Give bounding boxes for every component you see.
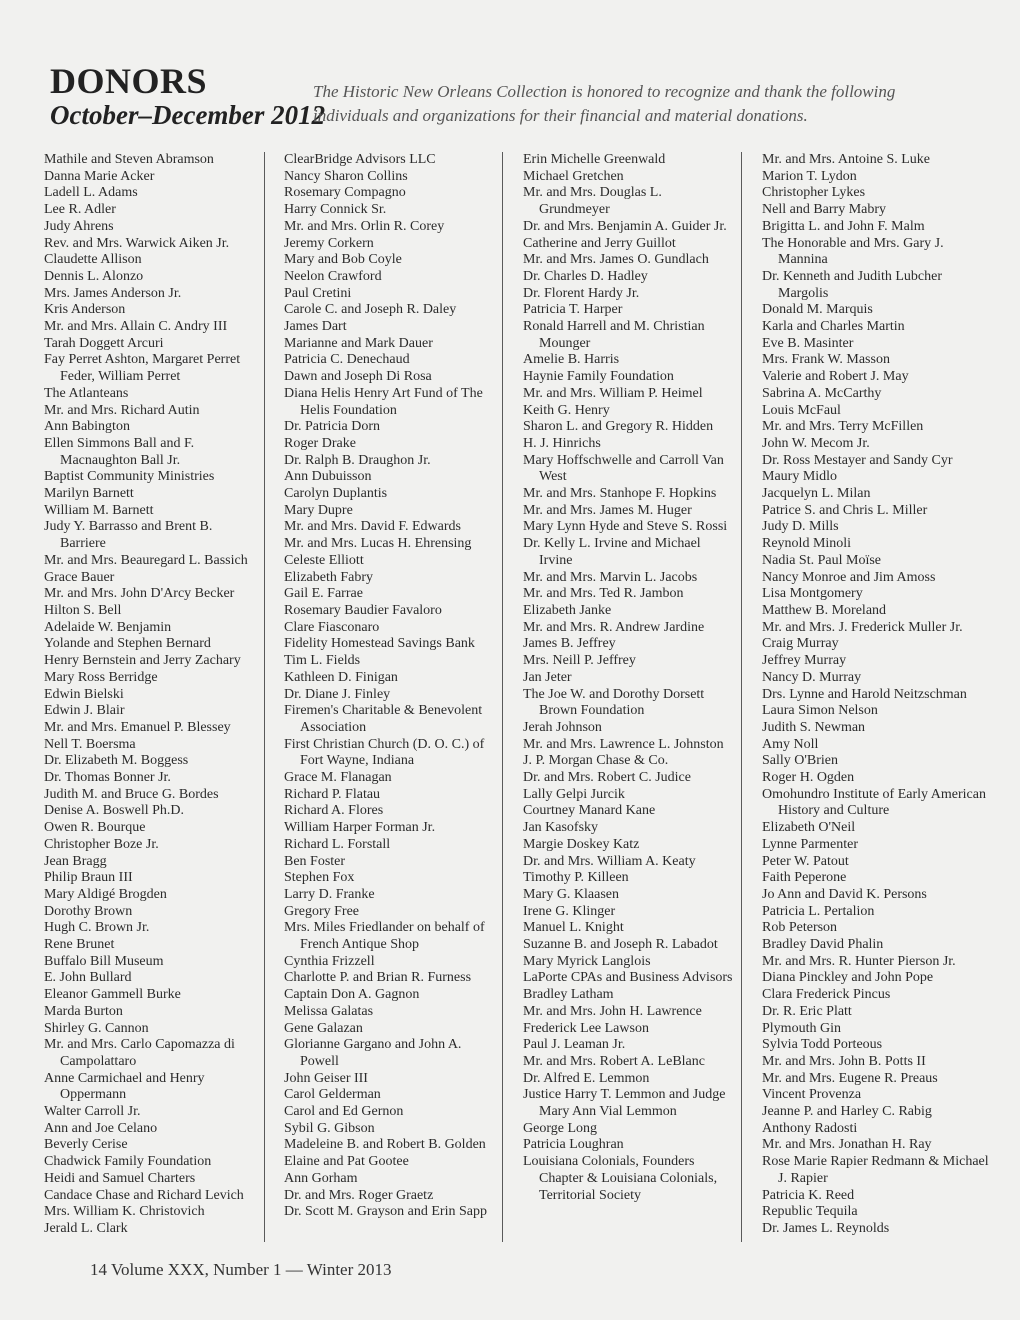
donor-entry: Valerie and Robert J. May: [762, 369, 909, 385]
donor-column-4: [762, 152, 992, 1238]
donor-entry: Mr. and Mrs. J. Frederick Muller Jr.: [762, 619, 963, 635]
donor-entry: Rosemary Compagno: [284, 185, 406, 201]
donor-entry: Dr. Charles D. Hadley: [523, 268, 648, 284]
donor-entry: Mr. and Mrs. James M. Huger: [523, 502, 692, 518]
donor-entry: Owen R. Bourque: [44, 820, 146, 836]
donor-entry: Mr. and Mrs. Orlin R. Corey: [284, 218, 445, 234]
donor-entry: Carolyn Duplantis: [284, 486, 388, 502]
donor-entry: Neelon Crawford: [284, 268, 382, 284]
donor-entry: Patricia C. Denechaud: [284, 352, 410, 368]
donor-entry: Brigitta L. and John F. Malm: [762, 218, 925, 234]
donor-entry: Marianne and Mark Dauer: [284, 335, 433, 351]
donor-entry: Dr. Kelly L. Irvine and Michael Irvine: [523, 536, 701, 568]
donor-entry: Dr. Kenneth and Judith Lubcher Margolis: [762, 268, 943, 301]
donor-entry: Fidelity Homestead Savings Bank: [284, 636, 475, 652]
donor-entry: Gene Galazan: [284, 1020, 363, 1036]
donor-entry: Catherine and Jerry Guillot: [523, 235, 676, 251]
donor-entry: Republic Tequila: [762, 1204, 858, 1220]
donor-entry: Mr. and Mrs. Ted R. Jambon: [523, 586, 684, 602]
donor-entry: Rene Brunet: [44, 937, 115, 953]
donor-entry: Dr. Diane J. Finley: [284, 686, 391, 702]
donor-entry: Dr. and Mrs. Benjamin A. Guider Jr.: [523, 218, 727, 234]
donor-entry: Dr. Thomas Bonner Jr.: [44, 770, 171, 786]
donor-entry: Mr. and Mrs. David F. Edwards: [284, 519, 461, 535]
donor-entry: Jan Kasofsky: [523, 820, 599, 836]
donor-column-3: [523, 152, 733, 1204]
donor-entry: Frederick Lee Lawson: [523, 1020, 649, 1036]
donor-entry: Ellen Simmons Ball and F. Macnaughton Ball Jr.: [44, 435, 195, 468]
donor-entry: Cynthia Frizzell: [284, 953, 375, 969]
donor-entry: Vincent Provenza: [762, 1087, 862, 1103]
donor-entry: Edwin J. Blair: [44, 703, 125, 719]
donor-entry: Mrs. Miles Friedlander on behalf of French Antique Shop: [284, 920, 485, 953]
donor-entry: Christopher Lykes: [762, 185, 866, 201]
donor-entry: Carole C. and Joseph R. Daley: [284, 302, 457, 318]
donor-entry: Patricia L. Pertalion: [762, 903, 875, 919]
donor-entry: Judy Ahrens: [44, 218, 114, 234]
donor-entry: Gail E. Farrae: [284, 586, 363, 602]
donor-entry: James B. Jeffrey: [523, 636, 616, 652]
donor-entry: Bradley Latham: [523, 987, 614, 1003]
donor-entry: Sylvia Todd Porteous: [762, 1037, 883, 1053]
donor-entry: Ann and Joe Celano: [44, 1120, 158, 1136]
donor-entry: William M. Barnett: [44, 502, 154, 518]
donor-entry: Mr. and Mrs. Lucas H. Ehrensing: [284, 536, 472, 552]
donor-entry: Bradley David Phalin: [762, 937, 884, 953]
donor-entry: H. J. Hinrichs: [523, 435, 601, 451]
donor-entry: Lally Gelpi Jurcik: [523, 786, 625, 802]
donor-entry: Plymouth Gin: [762, 1020, 841, 1036]
donor-entry: Dennis L. Alonzo: [44, 268, 144, 284]
donor-entry: Mr. and Mrs. Carlo Capomazza di Campolattaro: [44, 1037, 235, 1069]
donor-entry: LaPorte CPAs and Business Advisors: [523, 970, 733, 986]
donor-entry: Mr. and Mrs. Jonathan H. Ray: [762, 1137, 932, 1153]
donor-entry: Hilton S. Bell: [44, 602, 122, 618]
donor-entry: Jerah Johnson: [523, 719, 602, 735]
donor-entry: Nancy D. Murray: [762, 669, 862, 685]
donor-entry: Mary Myrick Langlois: [523, 953, 651, 969]
donor-entry: Jerald L. Clark: [44, 1221, 128, 1236]
donor-entry: Timothy P. Killeen: [523, 870, 629, 886]
donor-column-2: [284, 152, 494, 1221]
donor-entry: Philip Braun III: [44, 870, 133, 886]
donor-entry: Charlotte P. and Brian R. Furness: [284, 970, 472, 986]
donor-entry: Patricia K. Reed: [762, 1187, 855, 1203]
donor-entry: Amy Noll: [762, 736, 819, 752]
donor-entry: Mathile and Steven Abramson: [44, 152, 214, 167]
donor-entry: Mr. and Mrs. John B. Potts II: [762, 1053, 926, 1069]
donor-entry: Irene G. Klinger: [523, 903, 616, 919]
donor-entry: E. John Bullard: [44, 970, 132, 986]
donor-entry: Dr. and Mrs. William A. Keaty: [523, 853, 696, 869]
donor-entry: Madeleine B. and Robert B. Golden: [284, 1137, 486, 1153]
donor-entry: Ben Foster: [284, 853, 346, 869]
donor-entry: Mrs. James Anderson Jr.: [44, 285, 182, 301]
donor-entry: Roger H. Ogden: [762, 770, 855, 786]
donor-entry: Dr. Elizabeth M. Boggess: [44, 753, 189, 769]
donor-entry: Erin Michelle Greenwald: [523, 152, 666, 167]
donor-entry: John Geiser III: [284, 1070, 368, 1086]
donor-column-1: [44, 152, 254, 1238]
donor-entry: The Joe W. and Dorothy Dorsett Brown Foundation: [523, 686, 705, 719]
donor-entry: Clara Frederick Pincus: [762, 987, 891, 1003]
donor-entry: Amelie B. Harris: [523, 352, 620, 368]
donor-entry: Rev. and Mrs. Warwick Aiken Jr.: [44, 235, 230, 251]
donor-entry: Anne Carmichael and Henry Oppermann: [44, 1070, 205, 1103]
donor-entry: Baptist Community Ministries: [44, 469, 215, 485]
donor-entry: Claudette Allison: [44, 252, 142, 268]
donor-entry: Patrice S. and Chris L. Miller: [762, 502, 928, 518]
donor-entry: Sharon L. and Gregory R. Hidden: [523, 419, 714, 435]
donor-entry: Mary and Bob Coyle: [284, 252, 402, 268]
donor-entry: Elaine and Pat Gootee: [284, 1154, 409, 1170]
donor-entry: Mr. and Mrs. Robert A. LeBlanc: [523, 1053, 705, 1069]
donor-entry: Lynne Parmenter: [762, 836, 859, 852]
donor-entry: Mr. and Mrs. William P. Heimel: [523, 385, 703, 401]
donor-entry: Dr. Alfred E. Lemmon: [523, 1070, 650, 1086]
column-divider: [502, 152, 503, 1242]
donor-entry: Ann Gorham: [284, 1170, 358, 1186]
donor-entry: Dawn and Joseph Di Rosa: [284, 369, 432, 385]
donor-entry: Dorothy Brown: [44, 903, 133, 919]
donor-entry: Nancy Monroe and Jim Amoss: [762, 569, 936, 585]
donor-entry: Diana Pinckley and John Pope: [762, 970, 934, 986]
donor-entry: First Christian Church (D. O. C.) of Fort Wayne, Indiana: [284, 736, 485, 769]
donor-entry: Eve B. Masinter: [762, 335, 854, 351]
donor-entry: Ladell L. Adams: [44, 185, 138, 201]
donor-entry: Patricia T. Harper: [523, 302, 623, 318]
donor-entry: Margie Doskey Katz: [523, 836, 640, 852]
column-divider: [264, 152, 265, 1242]
donor-entry: Judy Y. Barrasso and Brent B. Barriere: [44, 519, 213, 552]
donor-entry: Louis McFaul: [762, 402, 841, 418]
donor-entry: Courtney Manard Kane: [523, 803, 656, 819]
donor-entry: James Dart: [284, 319, 347, 335]
donor-entry: Henry Bernstein and Jerry Zachary: [44, 653, 241, 669]
donor-entry: Paul Cretini: [284, 285, 352, 301]
donor-entry: Jean Bragg: [44, 853, 107, 869]
donor-entry: Grace Bauer: [44, 569, 115, 585]
donor-entry: Omohundro Institute of Early American History and Culture: [762, 786, 986, 819]
donor-entry: Harry Connick Sr.: [284, 202, 387, 218]
donor-entry: Nell and Barry Mabry: [762, 202, 887, 218]
donor-entry: Yolande and Stephen Bernard: [44, 636, 211, 652]
donor-entry: Matthew B. Moreland: [762, 602, 887, 618]
donor-entry: Sabrina A. McCarthy: [762, 385, 882, 401]
donor-entry: Patricia Loughran: [523, 1137, 624, 1153]
donor-entry: Stephen Fox: [284, 870, 355, 886]
donor-entry: Larry D. Franke: [284, 886, 375, 902]
donor-entry: Adelaide W. Benjamin: [44, 619, 172, 635]
donor-entry: Ronald Harrell and M. Christian Mounger: [523, 319, 705, 351]
donor-entry: Mary Hoffschwelle and Carroll Van West: [523, 452, 724, 485]
donor-entry: Dr. Ross Mestayer and Sandy Cyr: [762, 452, 953, 468]
donor-entry: Rob Peterson: [762, 920, 838, 936]
donor-entry: Judith S. Newman: [762, 719, 866, 735]
donor-entry: Richard A. Flores: [284, 803, 384, 819]
donor-entry: Buffalo Bill Museum: [44, 953, 164, 969]
donor-entry: Dr. R. Eric Platt: [762, 1003, 852, 1019]
donor-entry: Richard L. Forstall: [284, 836, 391, 852]
donor-entry: Dr. Florent Hardy Jr.: [523, 285, 640, 301]
donor-entry: Faith Peperone: [762, 870, 847, 886]
donor-entry: Laura Simon Nelson: [762, 703, 878, 719]
donor-entry: Mr. and Mrs. John D'Arcy Becker: [44, 586, 235, 602]
donor-entry: Mr. and Mrs. Stanhope F. Hopkins: [523, 486, 717, 502]
donor-entry: Richard P. Flatau: [284, 786, 381, 802]
donor-entry: William Harper Forman Jr.: [284, 820, 436, 836]
donor-entry: Dr. James L. Reynolds: [762, 1221, 890, 1236]
donor-entry: Ann Babington: [44, 419, 130, 435]
donor-entry: J. P. Morgan Chase & Co.: [523, 753, 669, 769]
donor-entry: Candace Chase and Richard Levich: [44, 1187, 244, 1203]
donor-entry: Keith G. Henry: [523, 402, 610, 418]
donor-entry: Reynold Minoli: [762, 536, 852, 552]
donor-entry: Mary Ross Berridge: [44, 669, 158, 685]
donor-entry: Peter W. Patout: [762, 853, 849, 869]
page-footer: 14 Volume XXX, Number 1 — Winter 2013: [90, 1260, 392, 1279]
donor-entry: Dr. and Mrs. Robert C. Judice: [523, 770, 691, 786]
donor-entry: Nancy Sharon Collins: [284, 168, 408, 184]
donor-entry: ClearBridge Advisors LLC: [284, 152, 436, 167]
donor-entry: Marion T. Lydon: [762, 168, 857, 184]
donor-entry: Celeste Elliott: [284, 552, 364, 568]
donor-entry: The Atlanteans: [44, 385, 129, 401]
donor-entry: Melissa Galatas: [284, 1003, 374, 1019]
donor-entry: Craig Murray: [762, 636, 839, 652]
donor-entry: Diana Helis Henry Art Fund of The Helis Foundation: [284, 385, 483, 418]
donor-entry: Nell T. Boersma: [44, 736, 136, 752]
donor-entry: Denise A. Boswell Ph.D.: [44, 803, 184, 819]
donor-entry: Lee R. Adler: [44, 202, 116, 218]
donor-entry: Justice Harry T. Lemmon and Judge Mary Ann Vial Lemmon: [523, 1087, 726, 1120]
donor-entry: Beverly Cerise: [44, 1137, 128, 1153]
donor-entry: Mr. and Mrs. Eugene R. Preaus: [762, 1070, 938, 1086]
donor-entry: Mr. and Mrs. Marvin L. Jacobs: [523, 569, 698, 585]
donor-entry: Mr. and Mrs. Antoine S. Luke: [762, 152, 930, 167]
donor-entry: George Long: [523, 1120, 597, 1136]
donor-entry: Glorianne Gargano and John A. Powell: [284, 1037, 462, 1069]
donor-entry: Edwin Bielski: [44, 686, 124, 702]
intro-text: The Historic New Orleans Collection is honored to recognize and thank the following individuals and organizations for their financial and material donations.: [313, 82, 896, 125]
donor-entry: Louisiana Colonials, Founders Chapter & Louisiana Colonials, Territorial Society: [523, 1154, 718, 1203]
page-title: DONORS: [50, 61, 208, 101]
donor-entry: Mrs. Frank W. Masson: [762, 352, 890, 368]
donor-entry: Ann Dubuisson: [284, 469, 372, 485]
donor-entry: Mr. and Mrs. Emanuel P. Blessey: [44, 719, 231, 735]
donor-entry: Walter Carroll Jr.: [44, 1104, 141, 1120]
donor-entry: Elizabeth Fabry: [284, 569, 374, 585]
donor-entry: Mary Lynn Hyde and Steve S. Rossi: [523, 519, 728, 535]
donor-entry: Christopher Boze Jr.: [44, 836, 159, 852]
donor-entry: Sally O'Brien: [762, 753, 839, 769]
donor-entry: Mr. and Mrs. R. Hunter Pierson Jr.: [762, 953, 956, 969]
donor-entry: Captain Don A. Gagnon: [284, 987, 420, 1003]
donor-entry: Marilyn Barnett: [44, 486, 134, 502]
donor-entry: Kathleen D. Finigan: [284, 669, 398, 685]
donor-entry: Anthony Radosti: [762, 1120, 858, 1136]
donor-entry: Heidi and Samuel Charters: [44, 1170, 196, 1186]
donor-entry: Haynie Family Foundation: [523, 369, 674, 385]
donor-entry: Mr. and Mrs. John H. Lawrence: [523, 1003, 702, 1019]
donor-entry: Elizabeth Janke: [523, 602, 612, 618]
donor-entry: Jo Ann and David K. Persons: [762, 886, 927, 902]
donor-entry: Dr. Patricia Dorn: [284, 419, 381, 435]
donor-entry: Rosemary Baudier Favaloro: [284, 602, 442, 618]
donor-entry: Mr. and Mrs. Lawrence L. Johnston: [523, 736, 724, 752]
donor-entry: Jeffrey Murray: [762, 653, 847, 669]
donor-entry: Mr. and Mrs. Allain C. Andry III: [44, 319, 228, 335]
donor-entry: Grace M. Flanagan: [284, 770, 392, 786]
donor-entry: Roger Drake: [284, 435, 356, 451]
donor-entry: Drs. Lynne and Harold Neitzschman: [762, 686, 967, 702]
donor-entry: Elizabeth O'Neil: [762, 820, 856, 836]
donor-entry: Manuel L. Knight: [523, 920, 624, 936]
donor-entry: Danna Marie Acker: [44, 168, 155, 184]
donor-entry: Tarah Doggett Arcuri: [44, 335, 164, 351]
donor-entry: Suzanne B. and Joseph R. Labadot: [523, 937, 718, 953]
donor-entry: Jacquelyn L. Milan: [762, 486, 871, 502]
donor-entry: Paul J. Leaman Jr.: [523, 1037, 626, 1053]
donor-entry: Jan Jeter: [523, 669, 572, 685]
donor-entry: Jeanne P. and Harley C. Rabig: [762, 1104, 932, 1120]
donor-entry: Karla and Charles Martin: [762, 319, 905, 335]
donor-entry: Mr. and Mrs. Terry McFillen: [762, 419, 924, 435]
donor-entry: Maury Midlo: [762, 469, 838, 485]
donor-entry: Shirley G. Cannon: [44, 1020, 149, 1036]
donor-entry: Jeremy Corkern: [284, 235, 374, 251]
donor-entry: Dr. Ralph B. Draughon Jr.: [284, 452, 431, 468]
donor-entry: Fay Perret Ashton, Margaret Perret Feder, William Perret: [44, 352, 241, 385]
donor-entry: John W. Mecom Jr.: [762, 435, 870, 451]
donor-entry: Judy D. Mills: [762, 519, 839, 535]
donor-entry: Mr. and Mrs. James O. Gundlach: [523, 252, 709, 268]
donor-entry: Mary G. Klaasen: [523, 886, 620, 902]
donor-entry: Mr. and Mrs. Richard Autin: [44, 402, 200, 418]
donor-entry: Clare Fiasconaro: [284, 619, 380, 635]
donor-entry: Nadia St. Paul Moïse: [762, 552, 881, 568]
donor-entry: Rose Marie Rapier Redmann & Michael J. Rapier: [762, 1154, 989, 1186]
donor-entry: Sybil G. Gibson: [284, 1120, 375, 1136]
donor-entry: Hugh C. Brown Jr.: [44, 920, 150, 936]
donor-entry: Dr. Scott M. Grayson and Erin Sapp: [284, 1204, 487, 1220]
donor-entry: Firemen's Charitable & Benevolent Association: [284, 703, 483, 735]
donor-entry: Carol Gelderman: [284, 1087, 381, 1103]
donor-entry: Kris Anderson: [44, 302, 126, 318]
donor-entry: Gregory Free: [284, 903, 360, 919]
donor-entry: Marda Burton: [44, 1003, 123, 1019]
donor-entry: Judith M. and Bruce G. Bordes: [44, 786, 219, 802]
donor-entry: Mr. and Mrs. R. Andrew Jardine: [523, 619, 705, 635]
donor-entry: Tim L. Fields: [284, 653, 361, 669]
donor-entry: Mrs. Neill P. Jeffrey: [523, 653, 636, 669]
donor-entry: Mrs. William K. Christovich: [44, 1204, 205, 1220]
donor-entry: Mary Dupre: [284, 502, 353, 518]
donor-entry: Chadwick Family Foundation: [44, 1154, 212, 1170]
donor-entry: Mr. and Mrs. Beauregard L. Bassich: [44, 552, 248, 568]
donor-entry: Eleanor Gammell Burke: [44, 987, 181, 1003]
column-divider: [741, 152, 742, 1242]
donor-entry: Lisa Montgomery: [762, 586, 863, 602]
donor-entry: Carol and Ed Gernon: [284, 1104, 404, 1120]
donor-entry: Michael Gretchen: [523, 168, 624, 184]
donor-entry: The Honorable and Mrs. Gary J. Mannina: [762, 235, 944, 268]
donor-entry: Donald M. Marquis: [762, 302, 873, 318]
date-range-subtitle: October–December 2012: [50, 100, 326, 130]
donor-entry: Mr. and Mrs. Douglas L. Grundmeyer: [523, 185, 662, 218]
donor-entry: Dr. and Mrs. Roger Graetz: [284, 1187, 434, 1203]
donor-entry: Mary Aldigé Brogden: [44, 886, 167, 902]
